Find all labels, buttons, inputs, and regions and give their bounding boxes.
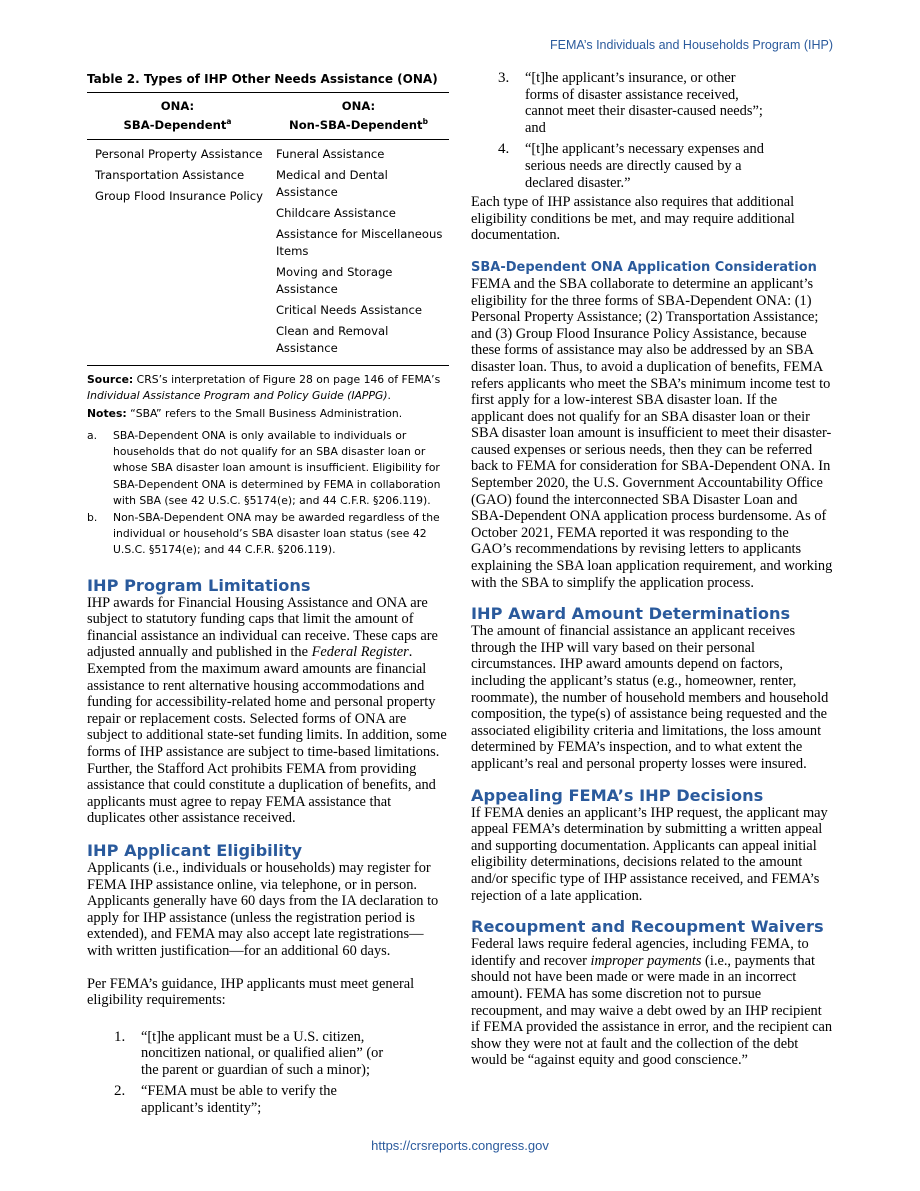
table-cell: Medical and Dental Assistance [276, 168, 388, 199]
table-footnote: a. SBA-Dependent ONA is only available to individuals or households that do not qualify for an SBA disaster loan or whose SBA disaster loan amount is insufficient. Eligibility for SBA-Dependent ONA is determined by FEMA in collaboration with SBA (see 42 U.S.C. §5174(e); and 44 C.F.R. §206.119). [87, 429, 441, 507]
right-column [471, 70, 833, 1069]
eligibility-paragraph: Applicants (i.e., individuals or households) may register for FEMA IHP assistance online, via telephone, or in person. Applicants generally have 60 days from the IA declaration to apply for IHP assistance (unless the registration period is extended), and FEMA may also accept late registrations—with written justification—for an additional 60 days. [87, 859, 439, 959]
table-header-sba-dependent: ONA: SBA-Dependent$^a$ [87, 93, 268, 140]
eligibility-requirements-list-continued [471, 70, 833, 191]
section-heading-eligibility: IHP Applicant Eligibility [87, 840, 303, 860]
left-column [87, 70, 449, 1117]
section-heading-award: IHP Award Amount Determinations [471, 604, 791, 624]
running-header: FEMA’s Individuals and Households Program (IHP) [550, 38, 833, 52]
appeal-paragraph: If FEMA denies an applicant’s IHP request, the applicant may appeal FEMA’s determination by submitting a written appeal and supporting documentation. Applicants can appeal initial eligibility determinations, decisions related to the amount and/or specific type of IHP assistance received, and FEMA’s rejection of a late application. [471, 804, 828, 904]
table-cell: Critical Needs Assistance [276, 303, 423, 317]
section-heading-limitations: IHP Program Limitations [87, 575, 311, 595]
list-item: 2. “FEMA must be able to verify the applicant’s identity”; [114, 1083, 337, 1117]
list-item: 1. “[t]he applicant must be a U.S. citizen, noncitizen national, or qualified alien” (or the parent or guardian of such a minor); [114, 1028, 384, 1078]
eligibility-intro-paragraph: Per FEMA’s guidance, IHP applicants must meet general eligibility requirements: [87, 975, 415, 1009]
list-item: 3. “[t]he applicant’s insurance, or other forms of disaster assistance received, cannot meet their disaster-caused needs”; and [498, 70, 763, 136]
section-heading-sba-consideration: SBA-Dependent ONA Application Consideration [471, 259, 817, 275]
table-cell: Assistance for Miscellaneous Items [276, 227, 443, 258]
eligibility-requirements-list [87, 1029, 449, 1117]
eligibility-conditions-paragraph: Each type of IHP assistance also requires that additional eligibility conditions be met, and may require additional documentation. [471, 194, 795, 244]
table-cell: Funeral Assistance [276, 147, 385, 161]
table-cell: Transportation Assistance [95, 168, 245, 182]
footer-url[interactable]: https://crsreports.congress.gov [371, 1138, 549, 1153]
recoupment-paragraph: Federal laws require federal agencies, including FEMA, to identify and recover improper payments (i.e., payments that should not have been made or were made in an incorrect amount). FEMA has some discretion not to pursue recoupment, and may waive a debt owed by an IHP recipient if FEMA provided the assistance in error, and the recipient can show they were not at fault and the collection of the debt would be “against equity and good conscience.” [471, 936, 833, 1069]
table-caption: Table 2. Types of IHP Other Needs Assistance (ONA) [87, 72, 438, 86]
ona-types-table [87, 92, 449, 366]
table-footnote: b. Non-SBA-Dependent ONA may be awarded regardless of the individual or household’s SBA disaster loan status (see 42 U.S.C. §5174(e); and 44 C.F.R. §206.119). [87, 511, 440, 557]
table-cell: Group Flood Insurance Policy [95, 189, 264, 203]
table-cell: Clean and Removal Assistance [276, 324, 389, 355]
section-heading-appeal: Appealing FEMA’s IHP Decisions [471, 785, 764, 805]
sba-dependent-list [87, 140, 268, 366]
section-heading-recoupment: Recoupment and Recoupment Waivers [471, 917, 824, 937]
table-notes: Notes: “SBA” refers to the Small Business Administration. [87, 407, 403, 420]
table-cell: Personal Property Assistance [95, 147, 263, 161]
list-item: 4. “[t]he applicant’s necessary expenses and serious needs are directly caused by a declared disaster.” [498, 141, 764, 191]
sba-consideration-paragraph: FEMA and the SBA collaborate to determine an applicant’s eligibility for the three forms of SBA-Dependent ONA: (1) Personal Property Assistance; (2) Transportation Assistance; and (3) Group Flood Insurance Policy Assistance, because these forms of assistance may also be addressed by an SBA disaster loan. Thus, to avoid a duplication of benefits, FEMA refers applicants who meet the SBA’s minimum income test to first apply for a low-interest SBA disaster loan. If the applicant does not qualify for an SBA disaster loan or their SBA disaster loan amount is insufficient to meet their disaster-caused expenses or serious needs, then they can be referred back to FEMA for consideration for SBA-Dependent ONA. In September 2020, the U.S. Government Accountability Office (GAO) found the interconnected SBA Disaster Loan and SBA-Dependent ONA application process burdensome. As of October 2021, FEMA reported it was responding to the GAO’s recommendations by revising letters to applicants explaining the SBA loan application requirement, and working with the SBA to simplify the application process. [471, 275, 833, 591]
award-paragraph: The amount of financial assistance an applicant receives through the IHP will vary based on their personal circumstances. IHP award amounts depend on factors, including the applicant’s status (e.g., homeowner, renter, roommate), the number of household members and household composition, the type(s) of assistance being requested and the associated eligibility criteria and limitations, the loss amount determined by FEMA’s inspection, and to what extent the applicant’s real and personal property losses were insured. [471, 623, 829, 772]
limitations-paragraph: IHP awards for Financial Housing Assistance and ONA are subject to statutory funding caps that limit the amount of financial assistance an individual can receive. These caps are adjusted annually and published in the Federal Register. Exempted from the maximum award amounts are financial assistance to rent alternative housing accommodations and funding for accessibility-related home and personal property repair or replacement costs. Selected forms of ONA are subject to additional state-set funding limits. In addition, some forms of IHP assistance are subject to time-based limitations. Further, the Stafford Act prohibits FEMA from providing assistance that could constitute a duplication of benefits, and applicants must agree to repay FEMA assistance that duplicates other assistance received. [87, 594, 447, 827]
non-sba-dependent-list [268, 140, 449, 366]
table-cell: Moving and Storage Assistance [276, 265, 393, 296]
table-cell: Childcare Assistance [276, 206, 396, 220]
table-header-non-sba-dependent: ONA: Non-SBA-Dependent$^b$ [268, 93, 449, 140]
table-source: Source: CRS’s interpretation of Figure 28 on page 146 of FEMA’s Individual Assistance Program and Policy Guide (IAPPG). [87, 373, 441, 402]
